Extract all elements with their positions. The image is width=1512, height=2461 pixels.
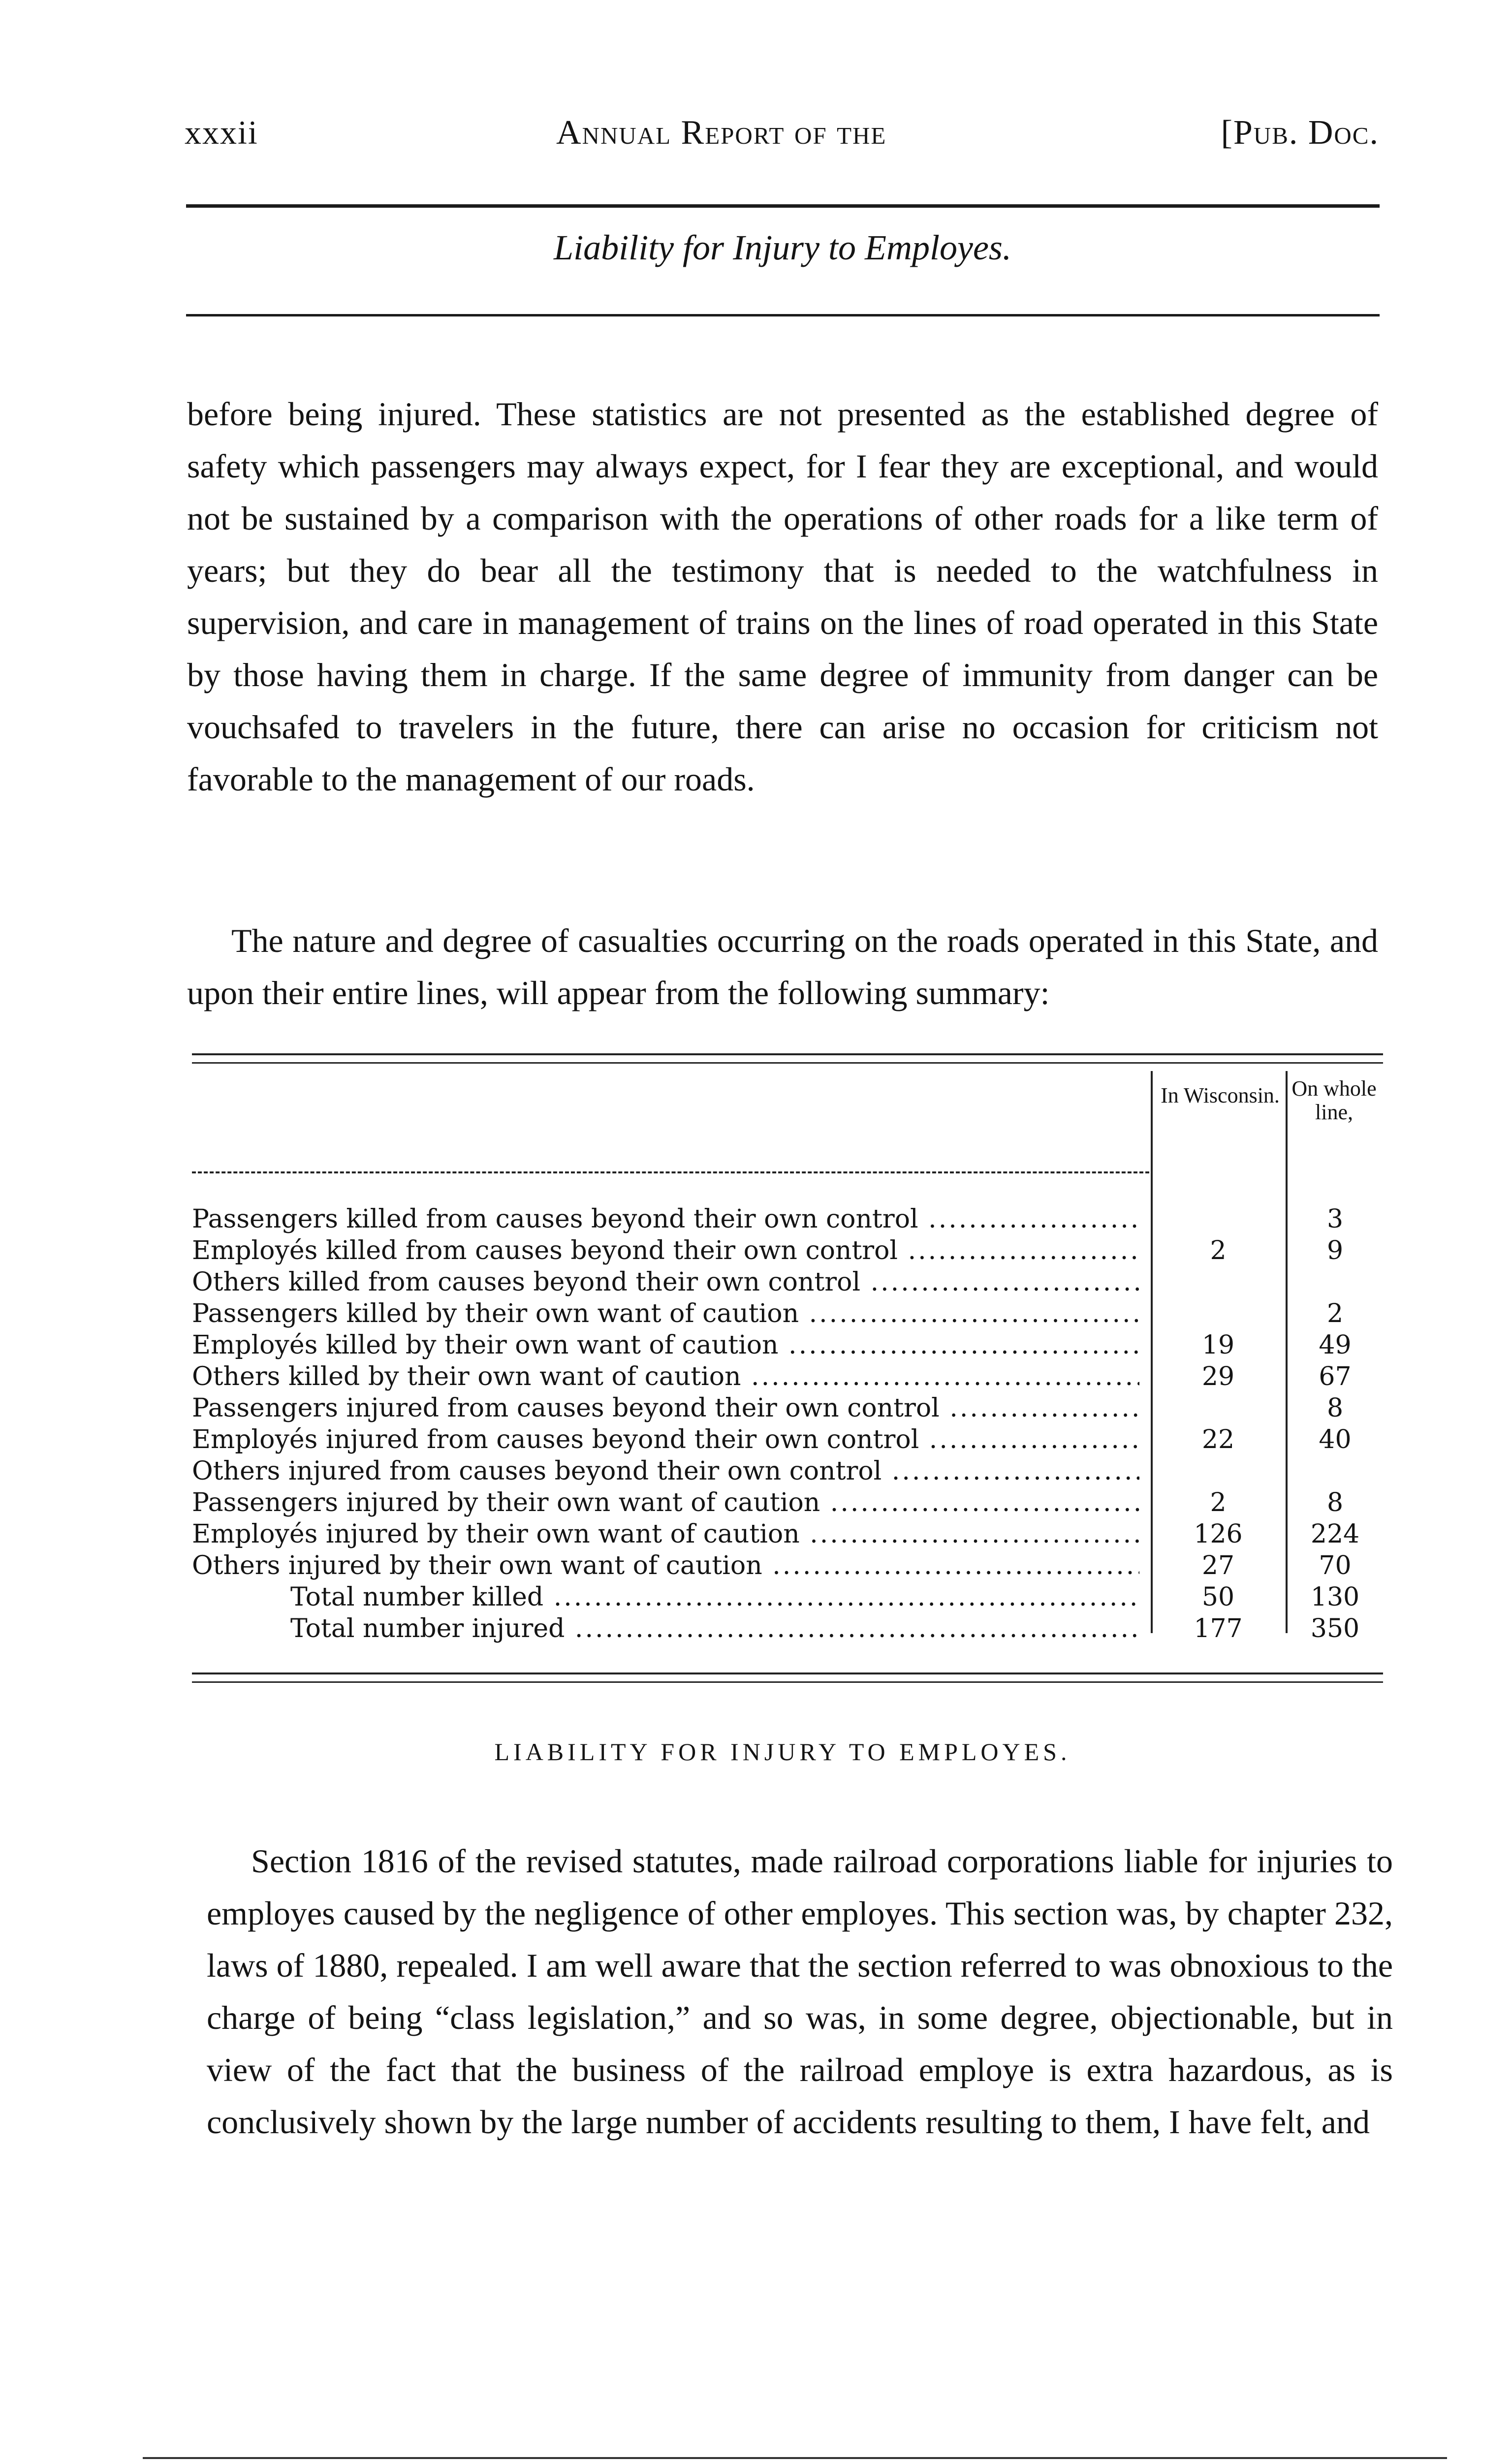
cell-whole-line: 3 <box>1326 1204 1344 1234</box>
row-label: Others killed from causes beyond their own control ..... <box>192 1266 1139 1298</box>
cell-wisconsin: 22 <box>1201 1425 1235 1454</box>
table-row <box>192 1392 1383 1424</box>
running-doc-label: [Pub. Doc. <box>1221 114 1379 152</box>
section-title: Liability for Injury to Employes. <box>554 228 1011 267</box>
cell-wisconsin: 50 <box>1201 1582 1235 1612</box>
cell-wisconsin: 27 <box>1201 1551 1235 1580</box>
table-row-total-killed <box>192 1581 1383 1613</box>
row-label: Passengers killed by their own want of caution ..... <box>192 1298 1139 1329</box>
row-label: Employés injured from causes beyond their own control ..... <box>192 1424 1139 1455</box>
row-label: Employés killed from causes beyond their own control ..... <box>192 1235 1139 1266</box>
row-label: Others injured by their own want of caution ..... <box>192 1550 1139 1581</box>
table-row <box>192 1361 1383 1392</box>
cell-whole-line: 8 <box>1326 1488 1344 1517</box>
header-rule-top <box>186 204 1380 208</box>
cell-whole-line: 8 <box>1326 1393 1344 1423</box>
table-row <box>192 1329 1383 1361</box>
row-label: Total number killed ..... <box>192 1581 1139 1613</box>
table-top-rule-inner <box>192 1062 1383 1064</box>
cell-whole-line: 70 <box>1319 1551 1352 1580</box>
table-row <box>192 1298 1383 1329</box>
running-header <box>185 113 1379 158</box>
paragraph-section-1816: Section 1816 of the revised statutes, made railroad corporations liable for injuries to employes caused by the negligence of other employes. This section was, by chapter 232, laws of 1880, repealed. I am well aware that the section referred to was obnoxious to the charge of being “class legislation,” and so was, in some degree, objectionable, but in view of the fact that the business of the railroad employe is extra hazardous, as is conclusively shown by the large number of accidents resulting to them, I have felt, and <box>207 1842 1393 2141</box>
row-label: Passengers injured from causes beyond their own control ..... <box>192 1392 1139 1424</box>
cell-wisconsin: 2 <box>1210 1488 1227 1517</box>
table-row <box>192 1266 1383 1298</box>
cell-whole-line: 224 <box>1310 1519 1360 1549</box>
cell-wisconsin: 29 <box>1201 1362 1235 1391</box>
table-row <box>192 1455 1383 1487</box>
cell-whole-line: 350 <box>1310 1614 1360 1643</box>
table-row <box>192 1235 1383 1266</box>
row-label: Others killed by their own want of caution ..... <box>192 1361 1139 1392</box>
cell-whole-line: 2 <box>1326 1299 1344 1328</box>
paragraph-summary-intro: The nature and degree of casualties occurring on the roads operated in this State, and upon their entire lines, will appear from the following summary: <box>187 922 1378 1011</box>
table-row-total-injured <box>192 1613 1383 1644</box>
table-header-rule <box>192 1171 1149 1173</box>
cell-whole-line: 49 <box>1319 1330 1352 1360</box>
cell-whole-line: 67 <box>1319 1362 1352 1391</box>
table-row <box>192 1550 1383 1581</box>
column-header-whole-line: On whole line, <box>1292 1076 1377 1124</box>
row-label: Passengers injured by their own want of caution ..... <box>192 1487 1139 1518</box>
header-rule-bottom <box>186 314 1380 316</box>
column-header-wisconsin: In Wisconsin. <box>1161 1083 1280 1107</box>
table-row <box>192 1518 1383 1550</box>
row-label: Employés injured by their own want of caution ..... <box>192 1518 1139 1550</box>
table-row <box>192 1487 1383 1518</box>
row-label: Others injured from causes beyond their own control ..... <box>192 1455 1139 1487</box>
cell-wisconsin: 19 <box>1201 1330 1235 1360</box>
table-bottom-rule <box>192 1672 1383 1674</box>
section-heading-liability: LIABILITY FOR INJURY TO EMPLOYES. <box>494 1738 1071 1766</box>
row-label: Total number injured ..... <box>192 1613 1139 1644</box>
cell-wisconsin: 126 <box>1194 1519 1243 1549</box>
table-top-rule <box>192 1053 1383 1055</box>
cell-wisconsin: 2 <box>1210 1236 1227 1265</box>
page-number: xxxii <box>185 114 258 151</box>
cell-wisconsin: 177 <box>1194 1614 1243 1643</box>
table-bottom-rule-inner <box>192 1681 1383 1683</box>
casualty-summary-table <box>192 1053 1383 1718</box>
page-bottom-edge <box>143 2457 1447 2459</box>
paragraph-statistics: before being injured. These statistics are not presented as the established degree of safety which passengers may always expect, for I fear they are exceptional, and would not be sustained by a comparison with the operations of other roads for a like term of years; but they do bear all the testimony that is needed to the watchfulness in supervision, and care in management of trains on the lines of road operated in this State by those having them in charge. If the same degree of immunity from danger can be vouchsafed to travelers in the future, there can arise no occasion for criticism not favorable to the management of our roads. <box>187 395 1378 798</box>
cell-whole-line: 40 <box>1319 1425 1352 1454</box>
cell-whole-line: 9 <box>1326 1236 1344 1265</box>
row-label: Employés killed by their own want of caution ..... <box>192 1329 1139 1361</box>
table-row <box>192 1203 1383 1235</box>
running-title: Annual Report of the <box>556 114 887 152</box>
cell-whole-line: 130 <box>1310 1582 1360 1612</box>
row-label: Passengers killed from causes beyond their own control ..... <box>192 1203 1139 1235</box>
table-row <box>192 1424 1383 1455</box>
